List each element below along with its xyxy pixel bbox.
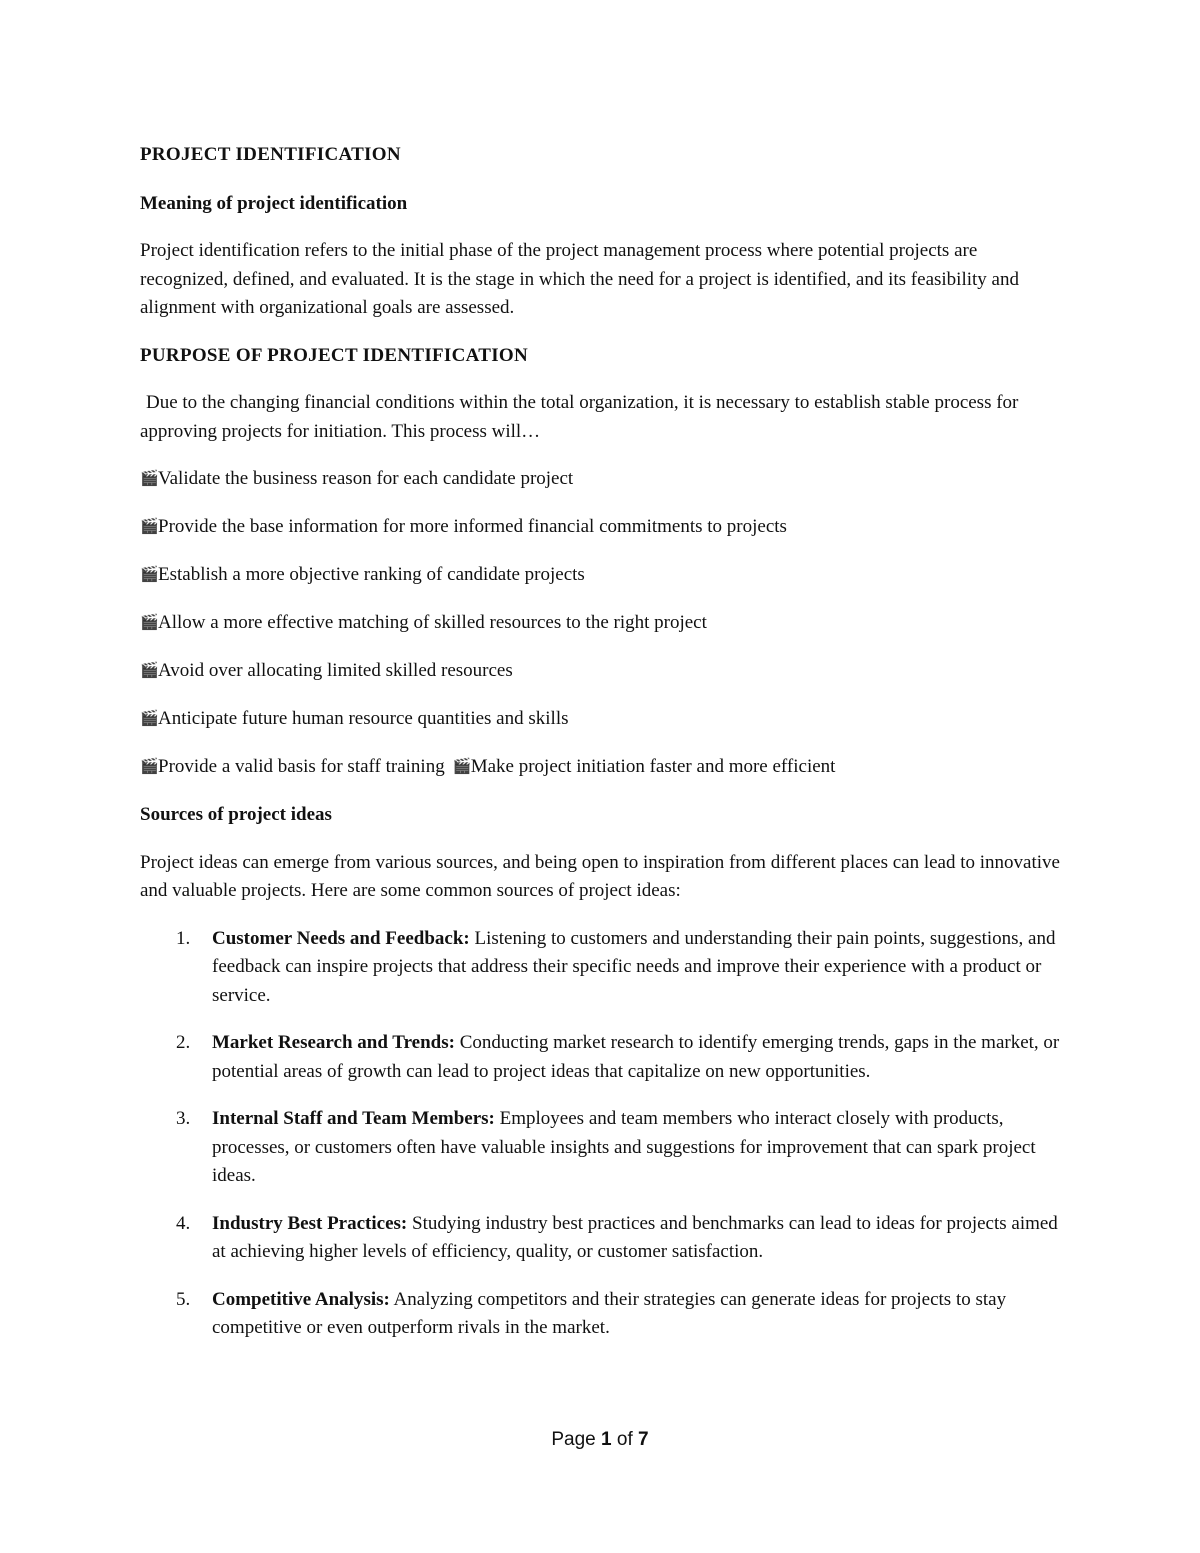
total-pages-number: 7 <box>638 1429 649 1450</box>
purpose-bullet: 🎬Establish a more objective ranking of candidate projects <box>140 564 585 585</box>
list-item-title: Internal Staff and Team Members: <box>212 1108 495 1129</box>
list-item-text: Listening to customers and understanding their pain points, suggestions, and feedback can inspire projects that address their specific needs and improve their experience with a product or service. <box>212 927 1056 1006</box>
list-item-number: 4. <box>176 1212 191 1234</box>
list-item-title: Customer Needs and Feedback: <box>212 927 470 949</box>
clapperboard-icon: 🎬 <box>140 615 159 631</box>
purpose-bullet: 🎬Allow a more effective matching of skilled resources to the right project <box>140 612 707 633</box>
list-item-text: Conducting market research to identify emerging trends, gaps in the market, or potential areas of growth can lead to project ideas that capitalize on new opportunities. <box>212 1032 1060 1082</box>
purpose-heading: PURPOSE OF PROJECT IDENTIFICATION <box>140 344 529 366</box>
purpose-bullet: 🎬Anticipate future human resource quantities and skills <box>140 708 569 729</box>
list-item-number: 3. <box>176 1108 191 1129</box>
page-word: Page <box>551 1429 596 1450</box>
meaning-paragraph: Project identification refers to the initial phase of the project management process where potential projects are recognized, defined, and evaluated. It is the stage in which the need for a project is identified, and its feasibility and alignment with organizational goals are assessed. <box>140 240 1019 318</box>
sources-intro: Project ideas can emerge from various sources, and being open to inspiration from different places can lead to innovative and valuable projects. Here are some common sources of project ideas: <box>140 851 1060 901</box>
list-item <box>140 1286 1060 1343</box>
document-body <box>140 141 1060 1362</box>
meaning-heading: Meaning of project identification <box>140 192 408 214</box>
document-title: PROJECT IDENTIFICATION <box>140 144 401 165</box>
list-item-number: 2. <box>176 1032 191 1053</box>
clapperboard-icon: 🎬 <box>140 471 159 487</box>
clapperboard-icon: 🎬 <box>140 759 159 775</box>
list-item <box>140 1105 1060 1191</box>
sources-list <box>140 925 1060 1343</box>
sources-heading: Sources of project ideas <box>140 804 332 825</box>
list-item-title: Competitive Analysis: <box>212 1288 390 1310</box>
page-number-footer <box>0 1429 1200 1451</box>
of-word: of <box>616 1429 633 1450</box>
purpose-intro: Due to the changing financial conditions within the total organization, it is necessary to establish stable process for approving projects for initiation. This process will… <box>140 392 1019 442</box>
list-item-number: 5. <box>176 1288 191 1310</box>
list-item-title: Market Research and Trends: <box>212 1032 455 1053</box>
clapperboard-icon: 🎬 <box>140 567 159 583</box>
clapperboard-icon: 🎬 <box>140 663 159 679</box>
current-page-number: 1 <box>601 1429 612 1450</box>
list-item-text: Employees and team members who interact closely with products, processes, or customers often have valuable insights and suggestions for improvement that can spark project ideas. <box>212 1108 1036 1186</box>
purpose-bullet: 🎬Provide the base information for more informed financial commitments to projects <box>140 516 787 537</box>
clapperboard-icon: 🎬 <box>452 759 472 775</box>
list-item <box>140 1210 1060 1267</box>
list-item <box>140 925 1060 1011</box>
clapperboard-icon: 🎬 <box>140 519 159 535</box>
list-item-number: 1. <box>176 927 191 949</box>
purpose-bullet: 🎬Avoid over allocating limited skilled resources <box>140 660 513 681</box>
list-item <box>140 1029 1060 1086</box>
purpose-bullet: 🎬Validate the business reason for each candidate project <box>140 468 574 489</box>
list-item-text: Analyzing competitors and their strategies can generate ideas for projects to stay competitive or even outperform rivals in the market. <box>212 1288 1007 1338</box>
list-item-text: Studying industry best practices and benchmarks can lead to ideas for projects aimed at achieving higher levels of efficiency, quality, or customer satisfaction. <box>212 1212 1058 1262</box>
clapperboard-icon: 🎬 <box>140 711 159 727</box>
purpose-bullet: 🎬Provide a valid basis for staff training 🎬Make project initiation faster and more efficient <box>140 756 836 777</box>
list-item-title: Industry Best Practices: <box>212 1212 408 1234</box>
